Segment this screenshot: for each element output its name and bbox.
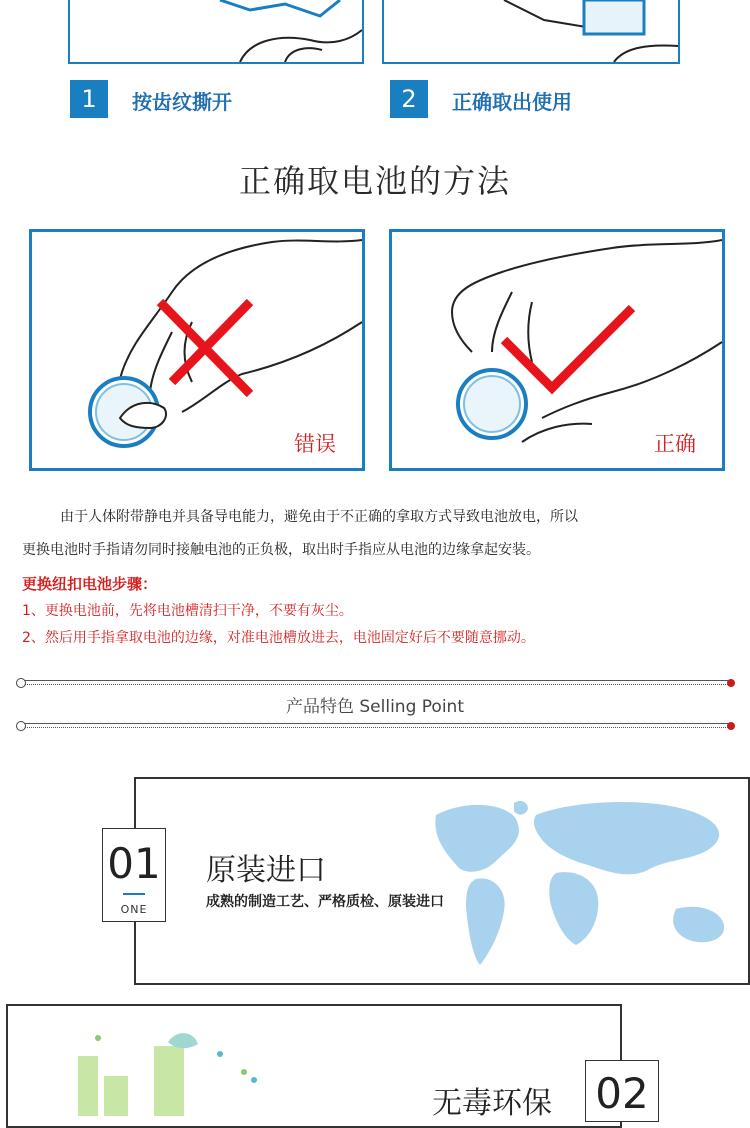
step-1-number: 1 bbox=[70, 80, 108, 118]
section-title: 正确取电池的方法 bbox=[238, 162, 511, 200]
step-2-number: 2 bbox=[390, 80, 428, 118]
feature-01-accent-bar bbox=[123, 893, 145, 895]
replace-steps-title: 更换纽扣电池步骤： bbox=[22, 575, 158, 593]
feature-01-number: 01 bbox=[107, 839, 161, 888]
note-line-2: 更换电池时手指请勿同时接触电池的正负极，取出时手指应从电池的边缘拿起安装。 bbox=[22, 542, 540, 558]
correct-check-mark bbox=[504, 308, 632, 388]
step-1-label: 按齿纹撕开 bbox=[132, 90, 232, 114]
feature-card-01 bbox=[134, 777, 750, 985]
feature-01-title: 原装进口 bbox=[206, 853, 326, 888]
divider-bottom bbox=[18, 723, 734, 729]
tear-step-image-2 bbox=[382, 0, 680, 64]
static-electricity-note bbox=[22, 501, 732, 567]
feature-01-number-box bbox=[102, 828, 166, 922]
wrong-method-panel bbox=[29, 229, 365, 471]
wrong-label: 错误 bbox=[294, 432, 336, 456]
correct-label: 正确 bbox=[654, 432, 696, 456]
feature-01-subtitle: 成熟的制造工艺、严格质检、原装进口 bbox=[206, 894, 444, 910]
replace-step-1: 1、更换电池前，先将电池槽清扫干净，不要有灰尘。 bbox=[22, 603, 353, 619]
replace-step-2: 2、然后用手指拿取电池的边缘，对准电池槽放进去，电池固定好后不要随意挪动。 bbox=[22, 630, 535, 646]
feature-02-number: 02 bbox=[595, 1069, 649, 1118]
divider-top bbox=[18, 680, 734, 686]
feature-02-title: 无毒环保 bbox=[432, 1086, 552, 1121]
feature-01-number-word: ONE bbox=[120, 903, 148, 916]
selling-point-heading: 产品特色 Selling Point bbox=[285, 697, 464, 717]
battery-removal-illustration bbox=[384, 0, 678, 62]
correct-method-panel bbox=[389, 229, 725, 471]
feature-card-02 bbox=[6, 1004, 622, 1128]
hand-tearing-illustration bbox=[70, 0, 362, 62]
feature-02-number-box bbox=[585, 1060, 659, 1122]
step-2-label: 正确取出使用 bbox=[452, 90, 572, 114]
tear-step-image-1 bbox=[68, 0, 364, 64]
wrong-x-mark-line-2 bbox=[172, 302, 250, 382]
note-line-1: 由于人体附带静电并具备导电能力，避免由于不正确的拿取方式导致电池放电，所以 bbox=[60, 509, 578, 525]
